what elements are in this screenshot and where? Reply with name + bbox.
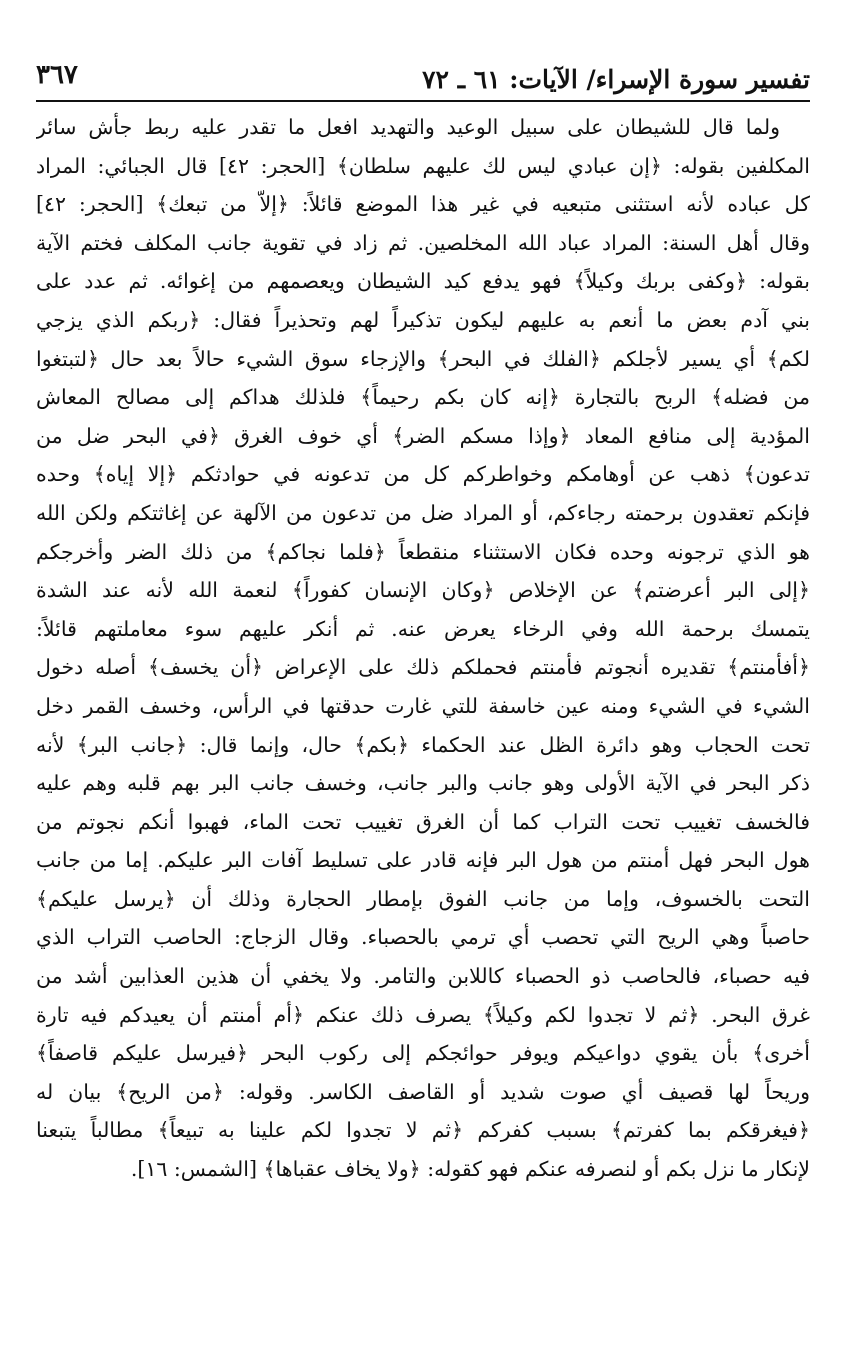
text-line: هول البحر فهل أمنتم من هول البر فإنه قادر على تسليط آفات البر عليكم. إما من جانب bbox=[36, 848, 810, 873]
header-rule bbox=[36, 100, 810, 102]
text-line: التحت بالخسوف، وإما من جانب الفوق بإمطار الحجارة وذلك أن ﴿يرسل عليكم﴾ bbox=[36, 886, 810, 911]
text-line: وقال أهل السنة: المراد عباد الله المخلصين. ثم زاد في تقوية جانب المكلف فختم الآية bbox=[36, 230, 810, 255]
page-header bbox=[36, 50, 810, 100]
running-title: تفسير سورة الإسراء/ الآيات: ٦١ ـ ٧٢ bbox=[422, 65, 810, 94]
text-line: غرق البحر. ﴿ثم لا تجدوا لكم وكيلاً﴾ يصرف ذلك عنكم ﴿أم أمنتم أن يعيدكم فيه تارة bbox=[36, 1002, 810, 1027]
text-line: هو الذي ترجونه وحده فكان الاستثناء منقطعاً ﴿فلما نجاكم﴾ من ذلك الضر وأخرجكم bbox=[36, 539, 810, 564]
text-line: لكم﴾ أي يسير لأجلكم ﴿الفلك في البحر﴾ والإزجاء سوق الشيء حالاً بعد حال ﴿لتبتغوا bbox=[36, 346, 810, 371]
text-line: تدعون﴾ ذهب عن أوهامكم وخواطركم كل من تدعونه في حوادثكم ﴿إلا إياه﴾ وحده bbox=[36, 462, 810, 487]
text-line: ذكر البحر في الآية الأولى وهو جانب والبر جانب، وخسف جانب البر بهم قلبه وهم عليه bbox=[36, 771, 810, 796]
text-line: المكلفين بقوله: ﴿إن عبادي ليس لك عليهم سلطان﴾ [الحجر: ٤٢] قال الجبائي: المراد bbox=[36, 153, 810, 178]
text-line: فإنكم تعقدون برحمته رجاءكم، أو المراد ضل من تدعون من الآلهة عن إغاثتكم ولكن الله bbox=[36, 500, 810, 525]
page-number: ٣٦٧ bbox=[36, 60, 78, 90]
text-line: تحت الحجاب وهو دائرة الظل عند الحكماء ﴿بكم﴾ حال، وإنما قال: ﴿جانب البر﴾ لأنه bbox=[36, 732, 810, 757]
text-line: كل عباده لأنه استثنى متبعيه في غير هذا الموضع قائلاً: ﴿إلاّ من تبعك﴾ [الحجر: ٤٢] bbox=[36, 192, 810, 217]
text-line: بقوله: ﴿وكفى بربك وكيلاً﴾ فهو يدفع كيد الشيطان ويعصمهم من إغوائه. ثم عدد على bbox=[36, 269, 810, 294]
text-line: لإنكار ما نزل بكم أو لنصرفه عنكم فهو كقوله: ﴿ولا يخاف عقباها﴾ [الشمس: ١٦]. bbox=[130, 1157, 810, 1182]
page-body bbox=[36, 108, 810, 1189]
text-line: ولما قال للشيطان على سبيل الوعيد والتهديد افعل ما تقدر عليه ربط جأش سائر bbox=[36, 115, 780, 139]
text-line: وريحاً لها قصيف أي صوت شديد أو القاصف الكاسر. وقوله: ﴿من الريح﴾ بيان له bbox=[36, 1079, 810, 1104]
text-line: المؤدية إلى منافع المعاد ﴿وإذا مسكم الضر﴾ أي خوف الغرق ﴿في البحر ضل من bbox=[36, 423, 810, 448]
text-line: الشيء في الشيء ومنه عين خاسفة للتي غارت حدقتها في الرأس، وخسف القمر دخل bbox=[36, 693, 810, 718]
text-line: ﴿إلى البر أعرضتم﴾ عن الإخلاص ﴿وكان الإنسان كفوراً﴾ لنعمة الله لأنه عند الشدة bbox=[36, 578, 810, 603]
text-line: يتمسك برحمة الله وفي الرخاء يعرض عنه. ثم أنكر عليهم سوء معاملتهم قائلاً: bbox=[36, 616, 810, 641]
text-line: من فضله﴾ الربح بالتجارة ﴿إنه كان بكم رحيماً﴾ فلذلك هداكم إلى مصالح المعاش bbox=[36, 385, 810, 410]
text-line: ﴿فيغرقكم بما كفرتم﴾ بسبب كفركم ﴿ثم لا تجدوا لكم علينا به تبيعاً﴾ مطالباً يتبعنا bbox=[36, 1118, 810, 1143]
text-line: أخرى﴾ بأن يقوي دواعيكم ويوفر حوائجكم إلى ركوب البحر ﴿فيرسل عليكم قاصفاً﴾ bbox=[36, 1041, 810, 1066]
text-line: ﴿أفأمنتم﴾ تقديره أنجوتم فأمنتم فحملكم ذلك على الإعراض ﴿أن يخسف﴾ أصله دخول bbox=[36, 655, 810, 680]
text-line: فالخسف تغييب تحت التراب كما أن الغرق تغييب تحت الماء، فهبوا أنكم نجوتم من bbox=[36, 809, 810, 834]
text-line: حاصباً وهي الريح التي تحصب أي ترمي بالحصباء. وقال الزجاج: الحاصب التراب الذي bbox=[36, 925, 810, 950]
text-line: بني آدم بعض ما أنعم به عليهم ليكون تذكيراً لهم وتحذيراً فقال: ﴿ربكم الذي يزجي bbox=[36, 307, 810, 332]
text-line: فيه حصباء، فالحاصب ذو الحصباء كاللابن والتامر. ولا يخفي أن هذين العذابين أشد من bbox=[36, 964, 810, 989]
